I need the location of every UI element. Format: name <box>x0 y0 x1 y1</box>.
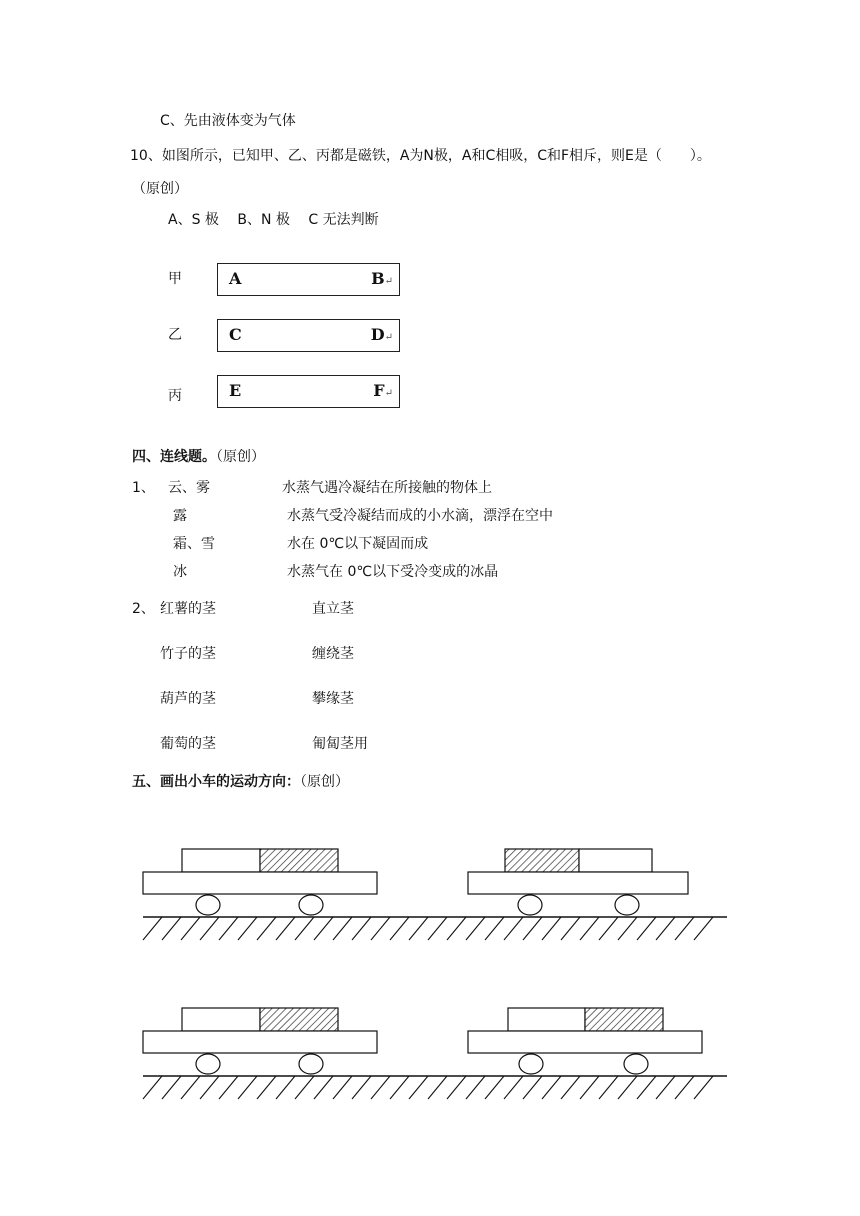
ground-hatch-line <box>409 917 428 940</box>
ground-hatch-line <box>409 1076 428 1099</box>
ground-hatch-line <box>599 917 618 940</box>
wheel-icon <box>519 1054 543 1074</box>
ground-hatch-line <box>181 1076 200 1099</box>
magnet-label-yi: 乙 <box>168 327 182 343</box>
return-mark-icon: ↵ <box>384 276 393 287</box>
ground-hatch-line <box>257 917 276 940</box>
ground-hatch-line <box>561 1076 580 1099</box>
ground-hatch-line <box>238 1076 257 1099</box>
ground-hatch-line <box>428 917 447 940</box>
ground-hatch-line <box>371 1076 390 1099</box>
match-right-4: 水蒸气在 0℃以下受冷变成的冰晶 <box>287 564 499 580</box>
block-hatched <box>260 1008 338 1031</box>
ground-hatch-line <box>200 917 219 940</box>
ground-hatch-line <box>428 1076 447 1099</box>
ground-hatch-line <box>276 1076 295 1099</box>
pole-e: E <box>229 381 242 400</box>
ground-hatch-line <box>599 1076 618 1099</box>
ground-hatch-line <box>333 1076 352 1099</box>
question-10-source: （原创） <box>132 181 188 197</box>
pole-b: B↵ <box>371 269 393 288</box>
ground-hatch-line <box>485 917 504 940</box>
wheel-icon <box>615 895 639 915</box>
return-mark-icon: ↵ <box>384 388 393 399</box>
ground-hatch-line <box>143 1076 162 1099</box>
cart-deck <box>468 1031 702 1053</box>
stem-right-2: 缠绕茎 <box>312 646 354 662</box>
block-plain <box>182 849 260 872</box>
match-left-2: 露 <box>173 508 187 524</box>
ground-hatch-line <box>618 917 637 940</box>
pole-d: D↵ <box>370 325 393 344</box>
match-left-4: 冰 <box>173 564 187 580</box>
ground-hatch-line <box>542 1076 561 1099</box>
ground-hatch-line <box>542 917 561 940</box>
match-right-3: 水在 0℃以下凝固而成 <box>287 536 429 552</box>
block-plain <box>579 849 652 872</box>
magnet-label-jia: 甲 <box>168 271 182 287</box>
wheel-icon <box>196 1054 220 1074</box>
cart-bottom-right <box>468 1008 702 1074</box>
wheel-icon <box>299 895 323 915</box>
wheel-icon <box>624 1054 648 1074</box>
block-plain <box>508 1008 585 1031</box>
ground-hatch-line <box>504 1076 523 1099</box>
ground-hatch-line <box>637 1076 656 1099</box>
ground-hatch-line <box>371 917 390 940</box>
ground-hatch-line <box>447 1076 466 1099</box>
stem-left-1: 红薯的茎 <box>160 601 216 617</box>
ground-hatch-line <box>276 917 295 940</box>
cart-deck <box>143 872 377 894</box>
ground-hatch-line <box>523 917 542 940</box>
ground-hatch-line <box>694 1076 713 1099</box>
ground-hatch-line <box>523 1076 542 1099</box>
ground-hatch-line <box>637 917 656 940</box>
ground-hatch-line <box>466 1076 485 1099</box>
ground-top <box>143 917 727 940</box>
section-4-heading: 四、连线题。 <box>132 449 216 465</box>
ground-hatch-line <box>618 1076 637 1099</box>
part-1-number: 1、 <box>132 480 155 496</box>
block-hatched <box>585 1008 663 1031</box>
ground-hatch-line <box>580 917 599 940</box>
ground-hatch-line <box>314 917 333 940</box>
ground-hatch-line <box>675 1076 694 1099</box>
ground-hatch-line <box>561 917 580 940</box>
stem-right-3: 攀缘茎 <box>312 691 354 707</box>
ground-bottom <box>143 1076 727 1099</box>
ground-hatch-line <box>504 917 523 940</box>
cart-bottom-left <box>143 1008 377 1074</box>
ground-hatch-line <box>143 917 162 940</box>
cart-deck <box>143 1031 377 1053</box>
wheel-icon <box>518 895 542 915</box>
pole-c: C <box>229 325 242 344</box>
ground-hatch-line <box>238 917 257 940</box>
ground-hatch-line <box>675 917 694 940</box>
option-c-previous: C、先由液体变为气体 <box>160 113 296 129</box>
ground-hatch-line <box>352 917 371 940</box>
ground-hatch-line <box>485 1076 504 1099</box>
ground-hatch-line <box>162 917 181 940</box>
stem-left-2: 竹子的茎 <box>160 646 216 662</box>
stem-left-3: 葫芦的茎 <box>160 691 216 707</box>
ground-hatch-line <box>447 917 466 940</box>
match-right-2: 水蒸气受冷凝结而成的小水滴，漂浮在空中 <box>287 508 553 524</box>
ground-hatch-line <box>580 1076 599 1099</box>
ground-hatch-line <box>314 1076 333 1099</box>
match-left-1: 云、雾 <box>168 480 210 496</box>
question-10-text: 10、如图所示，已知甲、乙、丙都是磁铁，A为N极，A和C相吸，C和F相斥，则E是（ ）。 <box>130 148 711 164</box>
ground-hatch-line <box>295 917 314 940</box>
stem-right-4: 匍匐茎用 <box>312 736 368 752</box>
block-hatched <box>505 849 579 872</box>
match-right-1: 水蒸气遇冷凝结在所接触的物体上 <box>282 480 492 496</box>
ground-hatch-line <box>390 1076 409 1099</box>
ground-hatch-line <box>694 917 713 940</box>
ground-hatch-line <box>162 1076 181 1099</box>
block-hatched <box>260 849 338 872</box>
section-5-heading: 五、画出小车的运动方向： <box>132 774 300 790</box>
stem-left-4: 葡萄的茎 <box>160 736 216 752</box>
part-2-number: 2、 <box>132 601 155 617</box>
cart-deck <box>468 872 688 894</box>
ground-hatch-line <box>219 917 238 940</box>
ground-hatch-line <box>181 917 200 940</box>
section-5-source: （原创） <box>300 774 349 790</box>
pole-a: A <box>229 269 242 288</box>
stem-right-1: 直立茎 <box>312 601 354 617</box>
question-10-options: A、S 极 B、N 极 C 无法判断 <box>168 212 379 228</box>
cart-top-right <box>468 849 688 915</box>
wheel-icon <box>299 1054 323 1074</box>
ground-hatch-line <box>466 917 485 940</box>
block-plain <box>182 1008 260 1031</box>
match-left-3: 霜、雪 <box>173 536 215 552</box>
wheel-icon <box>196 895 220 915</box>
ground-hatch-line <box>390 917 409 940</box>
magnet-label-bing: 丙 <box>168 388 182 404</box>
ground-hatch-line <box>656 1076 675 1099</box>
ground-hatch-line <box>257 1076 276 1099</box>
ground-hatch-line <box>656 917 675 940</box>
section-4-source: （原创） <box>216 449 265 465</box>
cart-top-left <box>143 849 377 915</box>
ground-hatch-line <box>200 1076 219 1099</box>
pole-f: F↵ <box>373 381 393 400</box>
ground-hatch-line <box>352 1076 371 1099</box>
ground-hatch-line <box>333 917 352 940</box>
return-mark-icon: ↵ <box>384 332 393 343</box>
ground-hatch-line <box>219 1076 238 1099</box>
ground-hatch-line <box>295 1076 314 1099</box>
